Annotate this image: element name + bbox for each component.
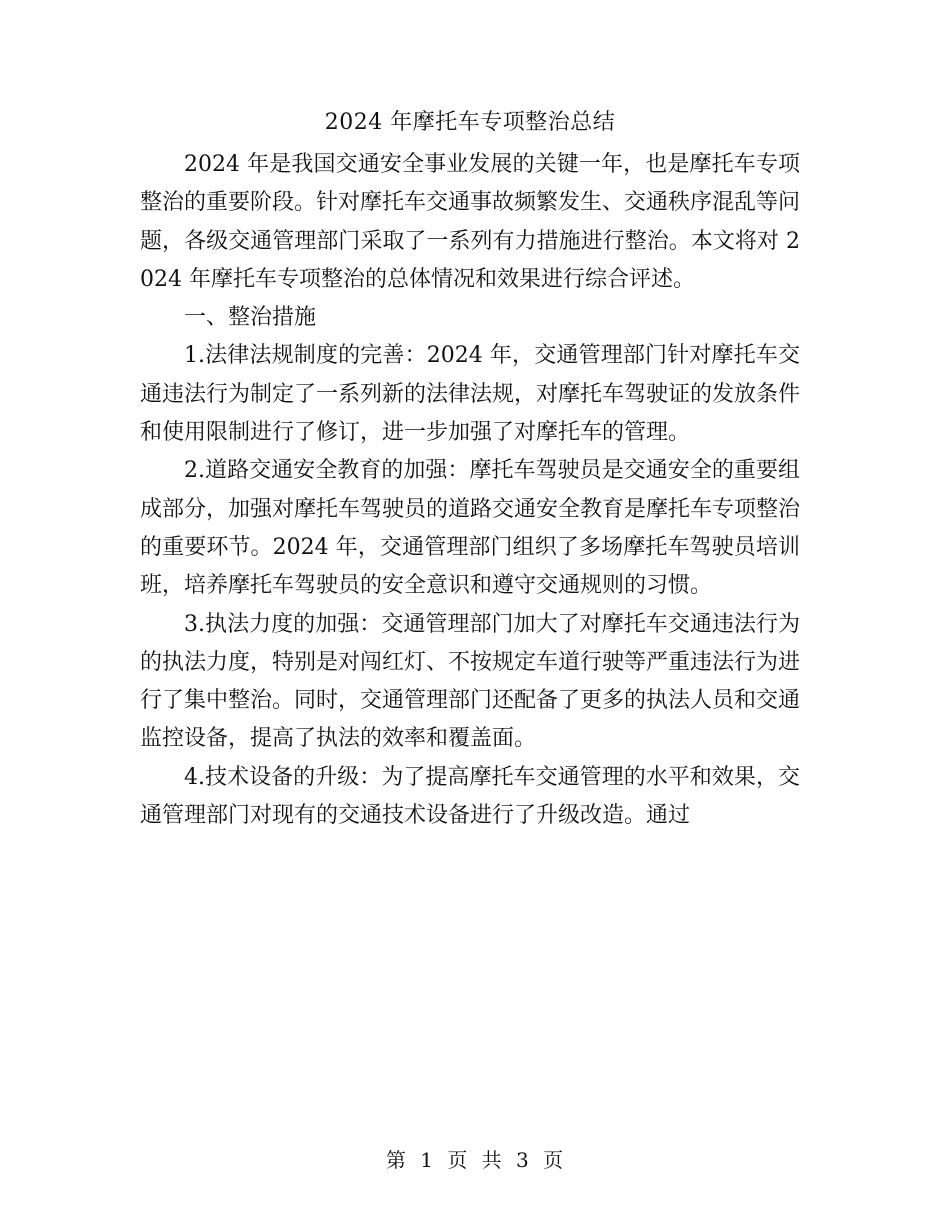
document-title: 2024 年摩托车专项整治总结 bbox=[324, 110, 616, 135]
page-number-footer: 第 1 页 共 3 页 bbox=[385, 1148, 565, 1172]
intro-paragraph: 2024 年是我国交通安全事业发展的关键一年，也是摩托车专项整治的重要阶段。针对摩托车交通事故频繁发生、交通秩序混乱等问题，各级交通管理部门采取了一系列有力措施进行整治。本文将对 2024 年摩托车专项整治的总体情况和效果进行综合评述。 bbox=[140, 152, 801, 292]
document-body bbox=[140, 104, 800, 835]
measure-paragraph-2: 2.道路交通安全教育的加强：摩托车驾驶员是交通安全的重要组成部分，加强对摩托车驾驶员的道路交通安全教育是摩托车专项整治的重要环节。2024 年，交通管理部门组织了多场摩托车驾驶员培训班，培养摩托车驾驶员的安全意识和遵守交通规则的习惯。 bbox=[140, 458, 801, 599]
measure-paragraph-3: 3.执法力度的加强：交通管理部门加大了对摩托车交通违法行为的执法力度，特别是对闯红灯、不按规定车道行驶等严重违法行为进行了集中整治。同时，交通管理部门还配备了更多的执法人员和交通监控设备，提高了执法的效率和覆盖面。 bbox=[140, 611, 801, 752]
measure-paragraph-1: 1.法律法规制度的完善：2024 年，交通管理部门针对摩托车交通违法行为制定了一系列新的法律法规，对摩托车驾驶证的发放条件和使用限制进行了修订，进一步加强了对摩托车的管理。 bbox=[140, 343, 801, 446]
measure-paragraph-4: 4.技术设备的升级：为了提高摩托车交通管理的水平和效果，交通管理部门对现有的交通技术设备进行了升级改造。通过 bbox=[140, 764, 800, 829]
section-heading-measures: 一、整治措施 bbox=[184, 305, 317, 331]
